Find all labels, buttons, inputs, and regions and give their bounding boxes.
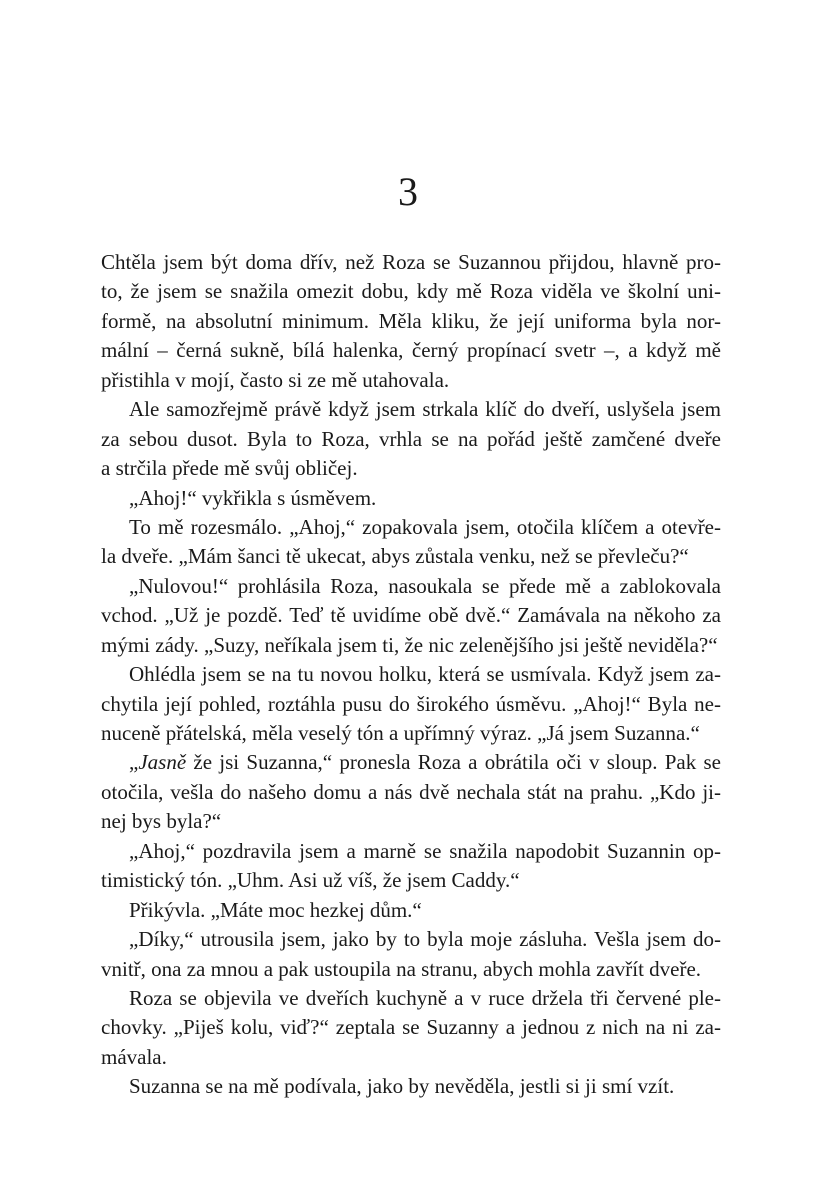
text-line: nuceně přátelská, měla veselý tón a upřímný výraz. „Já jsem Suzanna.“ bbox=[101, 721, 700, 745]
text-line: „Nulovou!“ prohlásila Roza, nasoukala se přede mě a zablokovala bbox=[129, 573, 721, 598]
text-line: mální – černá sukně, bílá halenka, černý propínací svetr –, a když mě bbox=[101, 338, 721, 363]
chapter-number: 3 bbox=[398, 169, 418, 214]
text-line: la dveře. „Mám šanci tě ukecat, abys zůstala venku, než se převleču?“ bbox=[101, 544, 689, 569]
text-line: „Jasně že jsi Suzanna,“ pronesla Roza a obrátila oči v sloup. Pak se bbox=[129, 750, 721, 775]
text-line: Ale samozřejmě právě když jsem strkala klíč do dveří, uslyšela jsem bbox=[129, 397, 721, 422]
text-line: Ohlédla jsem se na tu novou holku, která se usmívala. Když jsem za- bbox=[129, 662, 721, 687]
text-line: přistihla v mojí, často si ze mě utahovala. bbox=[101, 367, 450, 392]
text-line: Chtěla jsem být doma dřív, než Roza se Suzannou přijdou, hlavně pro- bbox=[101, 250, 721, 274]
emphasis: Jasně bbox=[138, 750, 187, 775]
text-line: mávala. bbox=[101, 1044, 167, 1069]
text-line: otočila, vešla do našeho domu a nás dvě nechala stát na prahu. „Kdo ji- bbox=[101, 779, 721, 804]
text-line: a strčila přede mě svůj obličej. bbox=[101, 456, 358, 481]
text-line: Roza se objevila ve dveřích kuchyně a v ruce držela tři červené ple- bbox=[129, 985, 721, 1010]
text-line: chovky. „Piješ kolu, viď?“ zeptala se Suzanny a jednou z nich na ni za- bbox=[101, 1015, 721, 1040]
text-line: za sebou dusot. Byla to Roza, vrhla se na pořád ještě zamčené dveře bbox=[101, 426, 721, 451]
text-line: „Ahoj,“ pozdravila jsem a marně se snažila napodobit Suzannin op- bbox=[129, 838, 721, 863]
text-line: To mě rozesmálo. „Ahoj,“ zopakovala jsem, otočila klíčem a otevře- bbox=[129, 514, 721, 539]
text-line: „Díky,“ utrousila jsem, jako by to byla moje zásluha. Vešla jsem do- bbox=[129, 927, 721, 952]
text-line: mými zády. „Suzy, neříkala jsem ti, že nic zelenějšího jsi ještě neviděla?“ bbox=[101, 632, 718, 657]
body-text bbox=[101, 248, 721, 1102]
text-line: vnitř, ona za mnou a pak ustoupila na stranu, abych mohla zavřít dveře. bbox=[101, 956, 702, 981]
text-line: „Ahoj!“ vykřikla s úsměvem. bbox=[129, 485, 377, 510]
text-line: to, že jsem se snažila omezit dobu, kdy mě Roza viděla ve školní uni- bbox=[101, 279, 721, 304]
text-line: Suzanna se na mě podívala, jako by nevěděla, jestli si ji smí vzít. bbox=[129, 1074, 675, 1099]
text-line: nej bys byla?“ bbox=[101, 809, 222, 834]
text-line: Přikývla. „Máte moc hezkej dům.“ bbox=[129, 897, 422, 922]
text-line: formě, na absolutní minimum. Měla kliku, že její uniforma byla nor- bbox=[101, 308, 721, 333]
text-line: timistický tón. „Uhm. Asi už víš, že jsem Caddy.“ bbox=[101, 868, 520, 893]
text-line: chytila její pohled, roztáhla pusu do širokého úsměvu. „Ahoj!“ Byla ne- bbox=[101, 691, 721, 716]
text-line: vchod. „Už je pozdě. Teď tě uvidíme obě dvě.“ Zamávala na někoho za bbox=[101, 603, 721, 628]
